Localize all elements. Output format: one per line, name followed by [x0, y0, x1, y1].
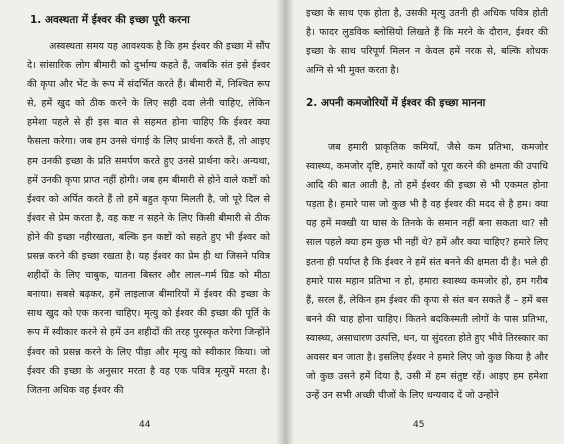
right-page-top-paragraph: इच्छा के साथ एक होता है, उसकी मृत्यु उतनी ही अधिक पवित्र होती है। फादर लुडविक ब्लोसियो लिखते हैं कि मरने के दौरान, ईश्वर की इच्छा के साथ परिपूर्ण मिलन न केवल हमें नरक से, बल्कि शोधक अग्नि से भी मुक्त करता है। [306, 8, 548, 77]
right-page-body [306, 138, 548, 405]
left-page-body [27, 37, 270, 400]
right-page-heading: 2. अपनी कमजोरियों में ईश्वर की इच्छा मानना [306, 97, 486, 109]
left-page-number: 44 [139, 420, 151, 430]
left-page-paragraph: अस्वस्थता समय यह आवश्यक है कि हम ईश्वर की इच्छा में सौंप दे। सांसारिक लोग बीमारी को दुर्भाग्य कहते हैं, जबकि संत इसे ईश्वर की कृपा और भेंट के रूप में संदर्भित करते हैं। बीमारी में, निश्चित रूप से, हमें खुद को ठीक करने के लिए सही दवा लेनी चाहिए, लेकिन हमेशा पहले से ही इस बात से सहमत होना चाहिए कि ईश्वर क्या फैसला करेगा। जब हम उनसे चंगाई के लिए प्रार्थना करते हैं, तो आइए हम उनकी इच्छा के प्रति समर्पण करते हुए उनसे प्रार्थना करे। अन्यथा, हमें उनकी कृपा प्राप्त नहीं होगी। जब हम बीमारी से होने वाले कष्टों को ईश्वर को अर्पित करते हैं तो हमें बहुत कृपा मिलती है, जो पूरे दिल से ईश्वर से प्रेम करता है, वह कष्ट न सहने के लिए किसी बीमारी से ठीक होने की इच्छा नहीरखता, बल्कि इन कष्टों को सहते हुए भी ईश्वर को प्रसन्न करने की इच्छा रखता है। यह ईश्वर का प्रेम ही था जिसने पवित्र शहीदों के लिए चाबुक, यातना बिस्तर और लाल–गर्म ग्रिड को मीठा बनाया। सबसे बढ़कर, हमें लाइलाज बीमारियों में ईश्वर की इच्छा के साथ खुद को एक करना चाहिए। मृत्यु को ईश्वर की इच्छा की पूर्ति के रूप में स्वीकार करने से हमें उन शहीदों की तरह पुरस्कृत करेगा जिन्होंने ईश्वर को प्रसन्न करने के लिए पीड़ा और मृत्यु को स्वीकार किया। जो ईश्वर की इच्छा के अनुसार मरता है वह एक पवित्र मृत्युमें मरता है। जितना अधिक वह ईश्वर की [27, 41, 270, 396]
left-page [0, 0, 280, 444]
right-page-paragraph: जब हमारी प्राकृतिक कमियाँ, जैसे कम प्रतिभा, कमजोर स्वास्थ्य, कमजोर दृष्टि, हमारे कार्यों को पूरा करने की क्षमता की उपाधि आदि की बात आती है, तो हमें ईश्वर की इच्छा से भी एकमत होना पड़ता है। हमारे पास जो कुछ भी है वह ईश्वर की मदद से है हम। क्या यह हमें मक्खी या घास के तिनके के समान नहीं बना सकता था? सौ साल पहले क्या हम कुछ भी नहीं थे? हमें और क्या चाहिए? हमारे लिए इतना ही पर्याप्त है कि ईश्वर ने हमें संत बनने की क्षमता दी है। भले ही हमारे पास महान प्रतिभा न हो, हमारा स्वास्थ्य कमजोर हो, हम गरीब हैं, सरल हैं, लेकिन हम ईश्वर की कृपा से संत बन सकते हैं – हमें बस बनने की चाह होना चाहिए। कितने बदकिस्मती लोगों के पास प्रतिभा, स्वास्थ्य, असाधारण उत्पत्ति, धन, या सुंदरता होते हुए भीवे तिरस्कार का अवसर बन जाता है। इसलिए ईश्वर ने हमारे लिए जो कुछ किया है और जो कुछ उसने हमें दिया है, उसी में हम संतुष्ट रहें। आइए हम हमेशा उन्हें उन सभी अच्छी चीजों के लिए धन्यवाद दें जो उन्होंने [306, 142, 548, 402]
right-page-number: 45 [413, 420, 425, 430]
right-page [290, 0, 564, 444]
right-page-continuation [306, 4, 548, 80]
left-page-heading: 1. अवस्थता में ईश्वर की इच्छा पूरी करना [30, 14, 190, 26]
